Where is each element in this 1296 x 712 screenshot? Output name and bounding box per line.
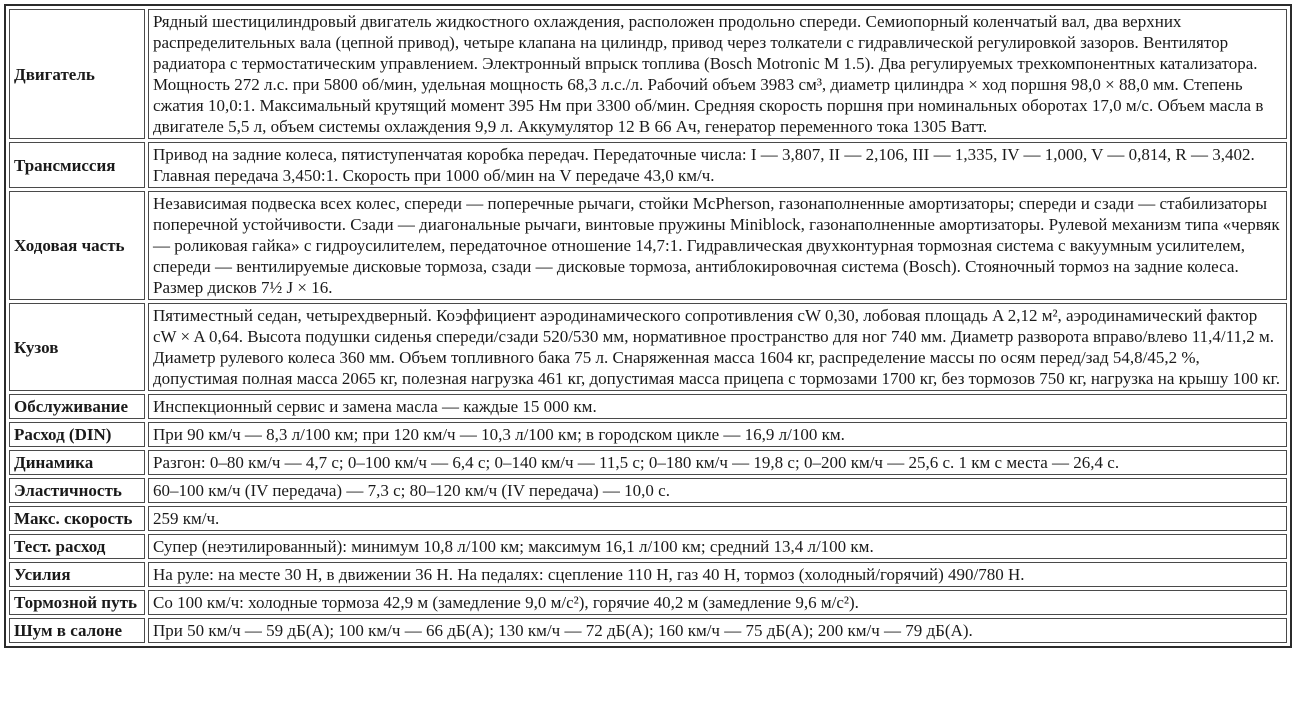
spec-label-test-consumption: Тест. расход <box>9 534 145 559</box>
spec-value-cabin-noise: При 50 км/ч — 59 дБ(А); 100 км/ч — 66 дБ(А); 130 км/ч — 72 дБ(А); 160 км/ч — 75 дБ(А); 200 км/ч — 79 дБ(А). <box>148 618 1287 643</box>
table-row <box>9 9 1287 139</box>
table-row <box>9 590 1287 615</box>
table-row <box>9 478 1287 503</box>
spec-value-chassis: Независимая подвеска всех колес, спереди — поперечные рычаги, стойки McPherson, газонаполненные амортизаторы; спереди и сзади — стабилизаторы поперечной устойчивости. Сзади — диагональные рычаги, винтовые пружины Miniblock, газонаполненные амортизаторы. Рулевой механизм типа «червяк — роликовая гайка» с гидроусилителем, передаточное отношение 14,7:1. Гидравлическая двухконтурная тормозная система с вакуумным усилителем, спереди — вентилируемые дисковые тормоза, сзади — дисковые тормоза, антиблокировочная система (Bosch). Стояночный тормоз на задние колеса. Размер дисков 7½ J × 16. <box>148 191 1287 300</box>
spec-value-transmission: Привод на задние колеса, пятиступенчатая коробка передач. Передаточные числа: I — 3,807, II — 2,106, III — 1,335, IV — 1,000, V — 0,814, R — 3,402. Главная передача 3,450:1. Скорость при 1000 об/мин на V передаче 43,0 км/ч. <box>148 142 1287 188</box>
spec-value-test-consumption: Супер (неэтилированный): минимум 10,8 л/100 км; максимум 16,1 л/100 км; средний 13,4 л/100 км. <box>148 534 1287 559</box>
spec-label-body: Кузов <box>9 303 145 391</box>
table-row <box>9 506 1287 531</box>
table-row <box>9 534 1287 559</box>
spec-label-elasticity: Эластичность <box>9 478 145 503</box>
spec-value-engine: Рядный шестицилиндровый двигатель жидкостного охлаждения, расположен продольно спереди. Семиопорный коленчатый вал, два верхних распределительных вала (цепной привод), четыре клапана на цилиндр, привод через толкатели с гидравлической регулировкой зазоров. Вентилятор радиатора с термостатическим управлением. Электронный впрыск топлива (Bosch Motronic M 1.5). Два регулируемых трехкомпонентных катализатора. Мощность 272 л.с. при 5800 об/мин, удельная мощность 68,3 л.с./л. Рабочий объем 3983 см³, диаметр цилиндра × ход поршня 98,0 × 88,0 мм. Степень сжатия 10,0:1. Максимальный крутящий момент 395 Нм при 3300 об/мин. Средняя скорость поршня при номинальных оборотах 17,0 м/с. Объем масла в двигателе 5,5 л, объем системы охлаждения 9,9 л. Аккумулятор 12 В 66 Ач, генератор переменного тока 1305 Ватт. <box>148 9 1287 139</box>
table-row <box>9 562 1287 587</box>
table-row <box>9 191 1287 300</box>
spec-label-efforts: Усилия <box>9 562 145 587</box>
table-row <box>9 422 1287 447</box>
spec-label-cabin-noise: Шум в салоне <box>9 618 145 643</box>
spec-value-efforts: На руле: на месте 30 Н, в движении 36 Н. На педалях: сцепление 110 Н, газ 40 Н, тормоз (холодный/горячий) 490/780 Н. <box>148 562 1287 587</box>
spec-value-max-speed: 259 км/ч. <box>148 506 1287 531</box>
table-row <box>9 394 1287 419</box>
table-row <box>9 142 1287 188</box>
spec-label-chassis: Ходовая часть <box>9 191 145 300</box>
spec-label-dynamics: Динамика <box>9 450 145 475</box>
spec-value-elasticity: 60–100 км/ч (IV передача) — 7,3 с; 80–120 км/ч (IV передача) — 10,0 с. <box>148 478 1287 503</box>
table-row <box>9 618 1287 643</box>
spec-value-braking-distance: Со 100 км/ч: холодные тормоза 42,9 м (замедление 9,0 м/с²), горячие 40,2 м (замедление 9,6 м/с²). <box>148 590 1287 615</box>
table-row <box>9 450 1287 475</box>
spec-label-max-speed: Макс. скорость <box>9 506 145 531</box>
spec-value-body: Пятиместный седан, четырехдверный. Коэффициент аэродинамического сопротивления cW 0,30, лобовая площадь A 2,12 м², аэродинамический фактор cW × A 0,64. Высота подушки сиденья спереди/сзади 520/530 мм, нормативное пространство для ног 740 мм. Диаметр разворота вправо/влево 11,4/11,2 м. Диаметр рулевого колеса 360 мм. Объем топливного бака 75 л. Снаряженная масса 1604 кг, распределение массы по осям перед/зад 54,8/45,2 %, допустимая полная масса 2065 кг, полезная нагрузка 461 кг, допустимая масса прицепа с тормозами 1700 кг, без тормозов 750 кг, нагрузка на крышу 100 кг. <box>148 303 1287 391</box>
spec-label-engine: Двигатель <box>9 9 145 139</box>
car-spec-table <box>4 4 1292 648</box>
spec-value-consumption-din: При 90 км/ч — 8,3 л/100 км; при 120 км/ч — 10,3 л/100 км; в городском цикле — 16,9 л/100 км. <box>148 422 1287 447</box>
spec-label-consumption-din: Расход (DIN) <box>9 422 145 447</box>
spec-value-dynamics: Разгон: 0–80 км/ч — 4,7 с; 0–100 км/ч — 6,4 с; 0–140 км/ч — 11,5 с; 0–180 км/ч — 19,8 с; 0–200 км/ч — 25,6 с. 1 км с места — 26,4 с. <box>148 450 1287 475</box>
spec-label-service: Обслуживание <box>9 394 145 419</box>
table-row <box>9 303 1287 391</box>
spec-label-braking-distance: Тормозной путь <box>9 590 145 615</box>
spec-label-transmission: Трансмиссия <box>9 142 145 188</box>
spec-value-service: Инспекционный сервис и замена масла — каждые 15 000 км. <box>148 394 1287 419</box>
